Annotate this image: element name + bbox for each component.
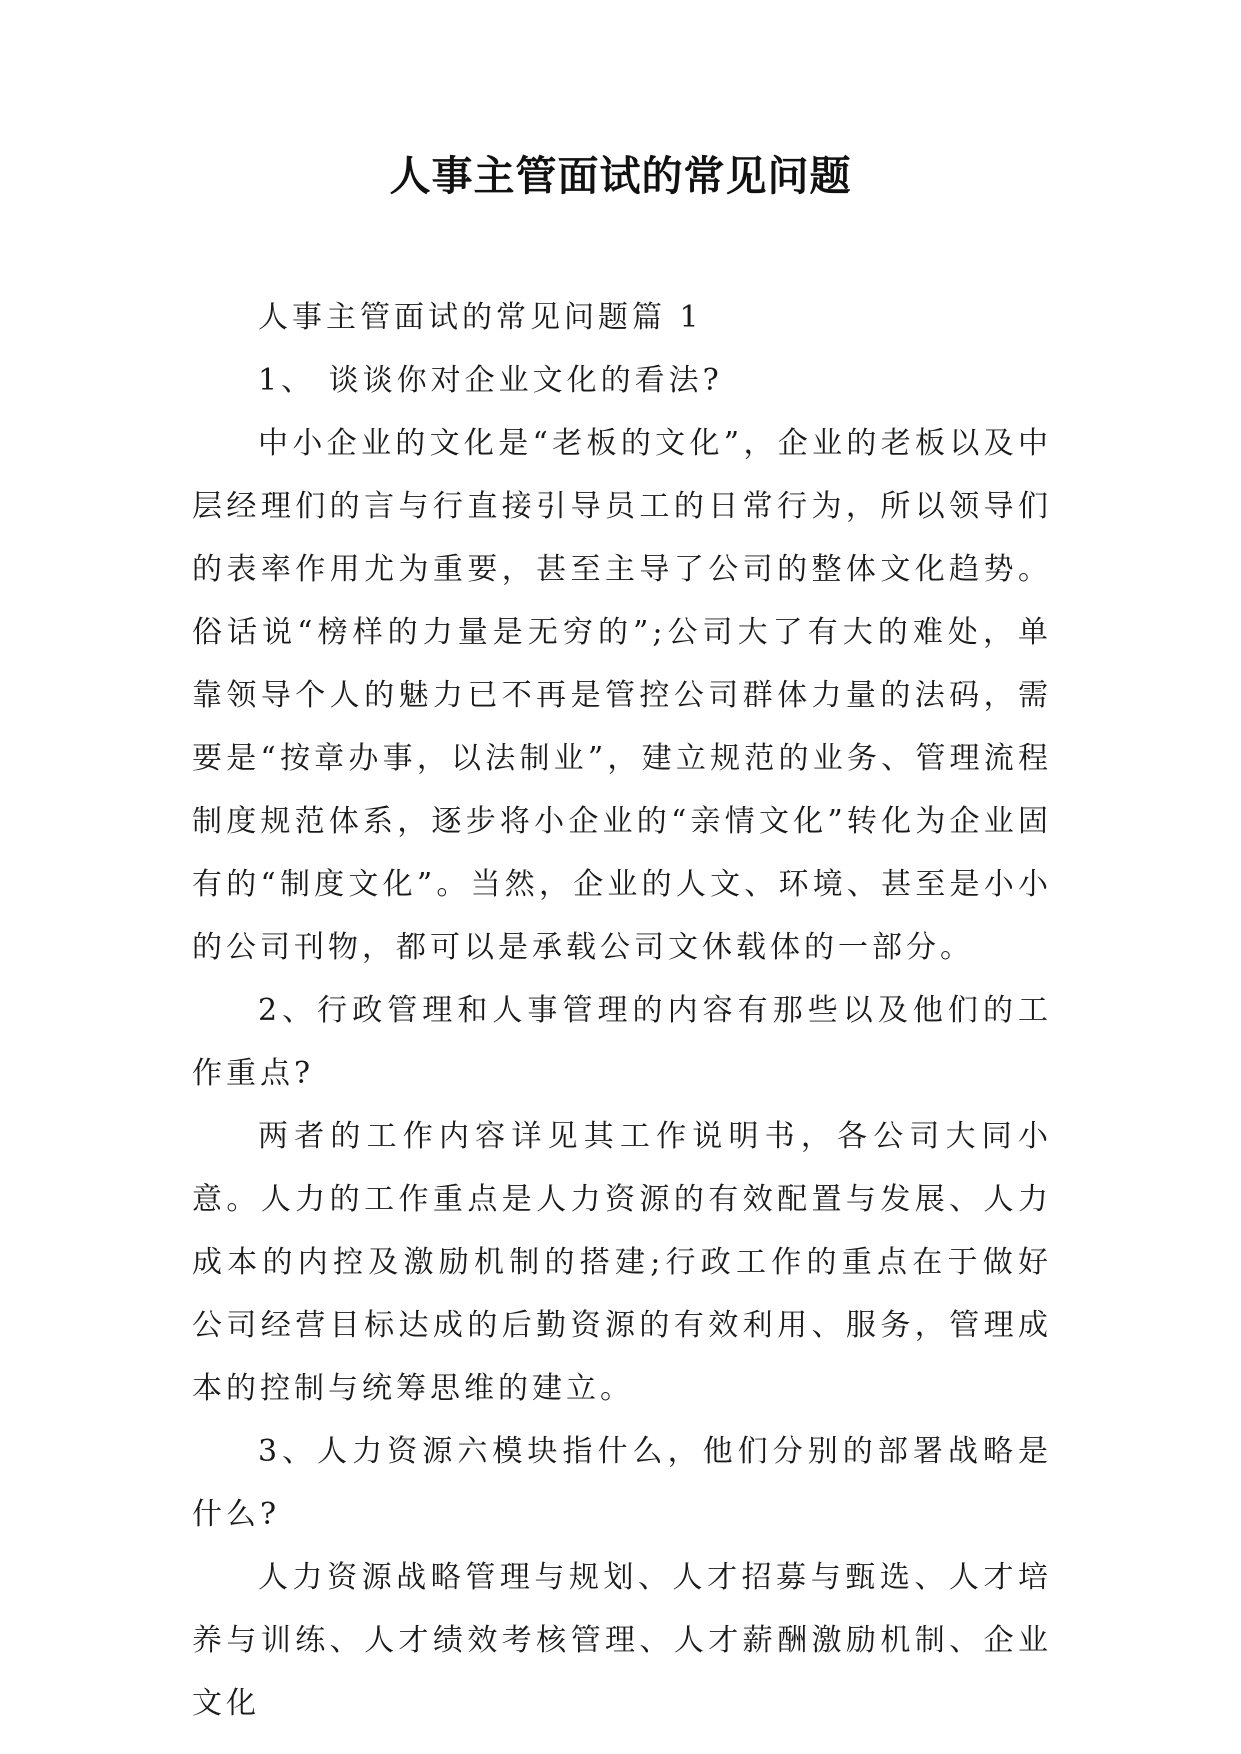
question-1: 1、 谈谈你对企业文化的看法? <box>258 363 723 398</box>
answer-3: 人力资源战略管理与规划、人才招募与甄选、人才培养与训练、人才绩效考核管理、人才薪酬激励机制、企业文化 <box>192 1560 1052 1721</box>
answer-1: 中小企业的文化是“老板的文化”，企业的老板以及中层经理们的言与行直接引导员工的日常行为，所以领导们的表率作用尤为重要，甚至主导了公司的整体文化趋势。俗话说“榜样的力量是无穷的”;公司大了有大的难处，单靠领导个人的魅力已不再是管控公司群体力量的法码，需要是“按章办事，以法制业”，建立规范的业务、管理流程制度规范体系，逐步将小企业的“亲情文化”转化为企业固有的“制度文化”。当然，企业的人文、环境、甚至是小小的公司刊物，都可以是承载公司文休载体的一部分。 <box>192 426 1052 965</box>
question-2: 2、行政管理和人事管理的内容有那些以及他们的工作重点? <box>192 993 1052 1091</box>
answer-2: 两者的工作内容详见其工作说明书，各公司大同小意。人力的工作重点是人力资源的有效配置与发展、人力成本的内控及激励机制的搭建;行政工作的重点在于做好公司经营目标达成的后勤资源的有效利用、服务，管理成本的控制与统筹思维的建立。 <box>192 1119 1052 1406</box>
document-title: 人事主管面试的常见问题 <box>389 152 852 200</box>
section-heading: 人事主管面试的常见问题篇 1 <box>258 300 703 335</box>
document-body <box>192 286 1052 1735</box>
question-3: 3、人力资源六模块指什么，他们分别的部署战略是什么? <box>192 1434 1052 1532</box>
